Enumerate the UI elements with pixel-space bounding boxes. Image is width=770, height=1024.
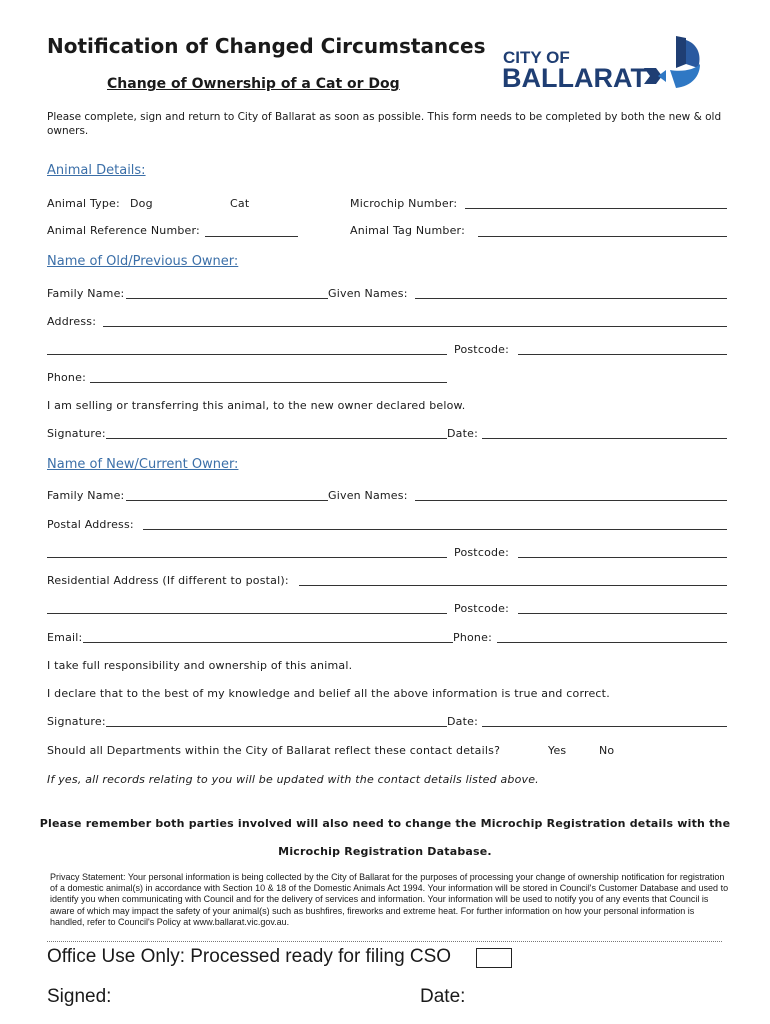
section-heading-old-owner: Name of Old/Previous Owner:: [47, 254, 239, 269]
microchip-number-label: Microchip Number:: [350, 197, 458, 210]
reflect-yes-option[interactable]: Yes: [548, 744, 567, 757]
declaration-statement: I declare that to the best of my knowledge and belief all the above information is true and correct.: [47, 687, 610, 700]
postal-address-line2-field[interactable]: [47, 557, 447, 558]
privacy-statement: Privacy Statement: Your personal information is being collected by the City of Ballarat for the purposes of processing your change of ownership notification for registration of a domestic animal(s) in accordance with Section 10 & 18 of the Domestic Animals Act 1994. Your information will be stored in Council's Customer Database and used to identify you when communicating with Council and for the delivery of services and information. Your information will be used to notify you of any events that Council is aware of which may impact the safety of your animal(s) such as bushfires, fireworks and extreme heat. For further information on how your personal information is handled, refer to Council's Policy at www.ballarat.vic.gov.au.: [50, 872, 729, 927]
old-postcode-field[interactable]: [518, 354, 727, 355]
new-given-names-field[interactable]: [415, 500, 727, 501]
selling-statement: I am selling or transferring this animal, to the new owner declared below.: [47, 399, 466, 412]
animal-tag-field[interactable]: [478, 236, 727, 237]
old-signature-field[interactable]: [106, 438, 447, 439]
logo-line2: BALLARAT: [502, 63, 647, 93]
responsibility-statement: I take full responsibility and ownership of this animal.: [47, 659, 353, 672]
residential-address-label: Residential Address (If different to postal):: [47, 574, 289, 587]
office-divider: [47, 941, 722, 942]
old-family-name-label: Family Name:: [47, 287, 125, 300]
logo-line1: CITY OF: [503, 48, 570, 67]
new-family-name-label: Family Name:: [47, 489, 125, 502]
residential-postcode-field[interactable]: [518, 613, 727, 614]
if-yes-note: If yes, all records relating to you will be updated with the contact details listed above.: [47, 773, 539, 786]
animal-type-dog-option[interactable]: Dog: [130, 197, 153, 210]
section-heading-animal-details: Animal Details:: [47, 163, 146, 178]
animal-type-label: Animal Type:: [47, 197, 120, 210]
form-title: Notification of Changed Circumstances: [47, 34, 486, 58]
new-phone-field[interactable]: [497, 642, 727, 643]
new-signature-field[interactable]: [106, 726, 447, 727]
reflect-details-question: Should all Departments within the City of Ballarat reflect these contact details?: [47, 744, 501, 757]
postal-address-label: Postal Address:: [47, 518, 134, 531]
residential-address-line2-field[interactable]: [47, 613, 447, 614]
old-family-name-field[interactable]: [126, 298, 328, 299]
residential-address-field[interactable]: [299, 585, 727, 586]
old-phone-label: Phone:: [47, 371, 86, 384]
old-signature-label: Signature:: [47, 427, 106, 440]
ballarat-emblem-icon: [642, 34, 704, 94]
old-postcode-label: Postcode:: [454, 343, 510, 356]
new-signature-label: Signature:: [47, 715, 106, 728]
form-subtitle: Change of Ownership of a Cat or Dog: [107, 76, 400, 92]
animal-type-cat-option[interactable]: Cat: [230, 197, 250, 210]
animal-reference-label: Animal Reference Number:: [47, 224, 200, 237]
postal-postcode-field[interactable]: [518, 557, 727, 558]
reflect-no-option[interactable]: No: [599, 744, 615, 757]
postal-address-field[interactable]: [143, 529, 727, 530]
office-processed-checkbox[interactable]: [476, 948, 512, 968]
office-signed-label: Signed:: [47, 986, 112, 1007]
old-address-field[interactable]: [103, 326, 727, 327]
new-phone-label: Phone:: [453, 631, 492, 644]
office-use-label: Office Use Only: Processed ready for filing CSO: [47, 946, 452, 967]
new-date-label: Date:: [447, 715, 478, 728]
microchip-reminder-line1: Please remember both parties involved will also need to change the Microchip Registration details with the: [39, 817, 731, 830]
old-given-names-label: Given Names:: [328, 287, 408, 300]
section-heading-new-owner: Name of New/Current Owner:: [47, 457, 239, 472]
residential-postcode-label: Postcode:: [454, 602, 510, 615]
postal-postcode-label: Postcode:: [454, 546, 510, 559]
new-family-name-field[interactable]: [126, 500, 328, 501]
new-date-field[interactable]: [482, 726, 727, 727]
animal-reference-field[interactable]: [205, 236, 298, 237]
new-given-names-label: Given Names:: [328, 489, 408, 502]
old-given-names-field[interactable]: [415, 298, 727, 299]
old-address-label: Address:: [47, 315, 97, 328]
old-date-field[interactable]: [482, 438, 727, 439]
microchip-reminder-line2: Microchip Registration Database.: [278, 845, 492, 858]
office-date-label: Date:: [420, 986, 466, 1007]
old-address-line2-field[interactable]: [47, 354, 447, 355]
microchip-number-field[interactable]: [465, 208, 727, 209]
intro-text: Please complete, sign and return to City of Ballarat as soon as possible. This form needs to be completed by both the new & old owners.: [47, 111, 722, 137]
email-field[interactable]: [83, 642, 453, 643]
old-date-label: Date:: [447, 427, 478, 440]
email-label: Email:: [47, 631, 83, 644]
animal-tag-label: Animal Tag Number:: [350, 224, 465, 237]
old-phone-field[interactable]: [90, 382, 447, 383]
